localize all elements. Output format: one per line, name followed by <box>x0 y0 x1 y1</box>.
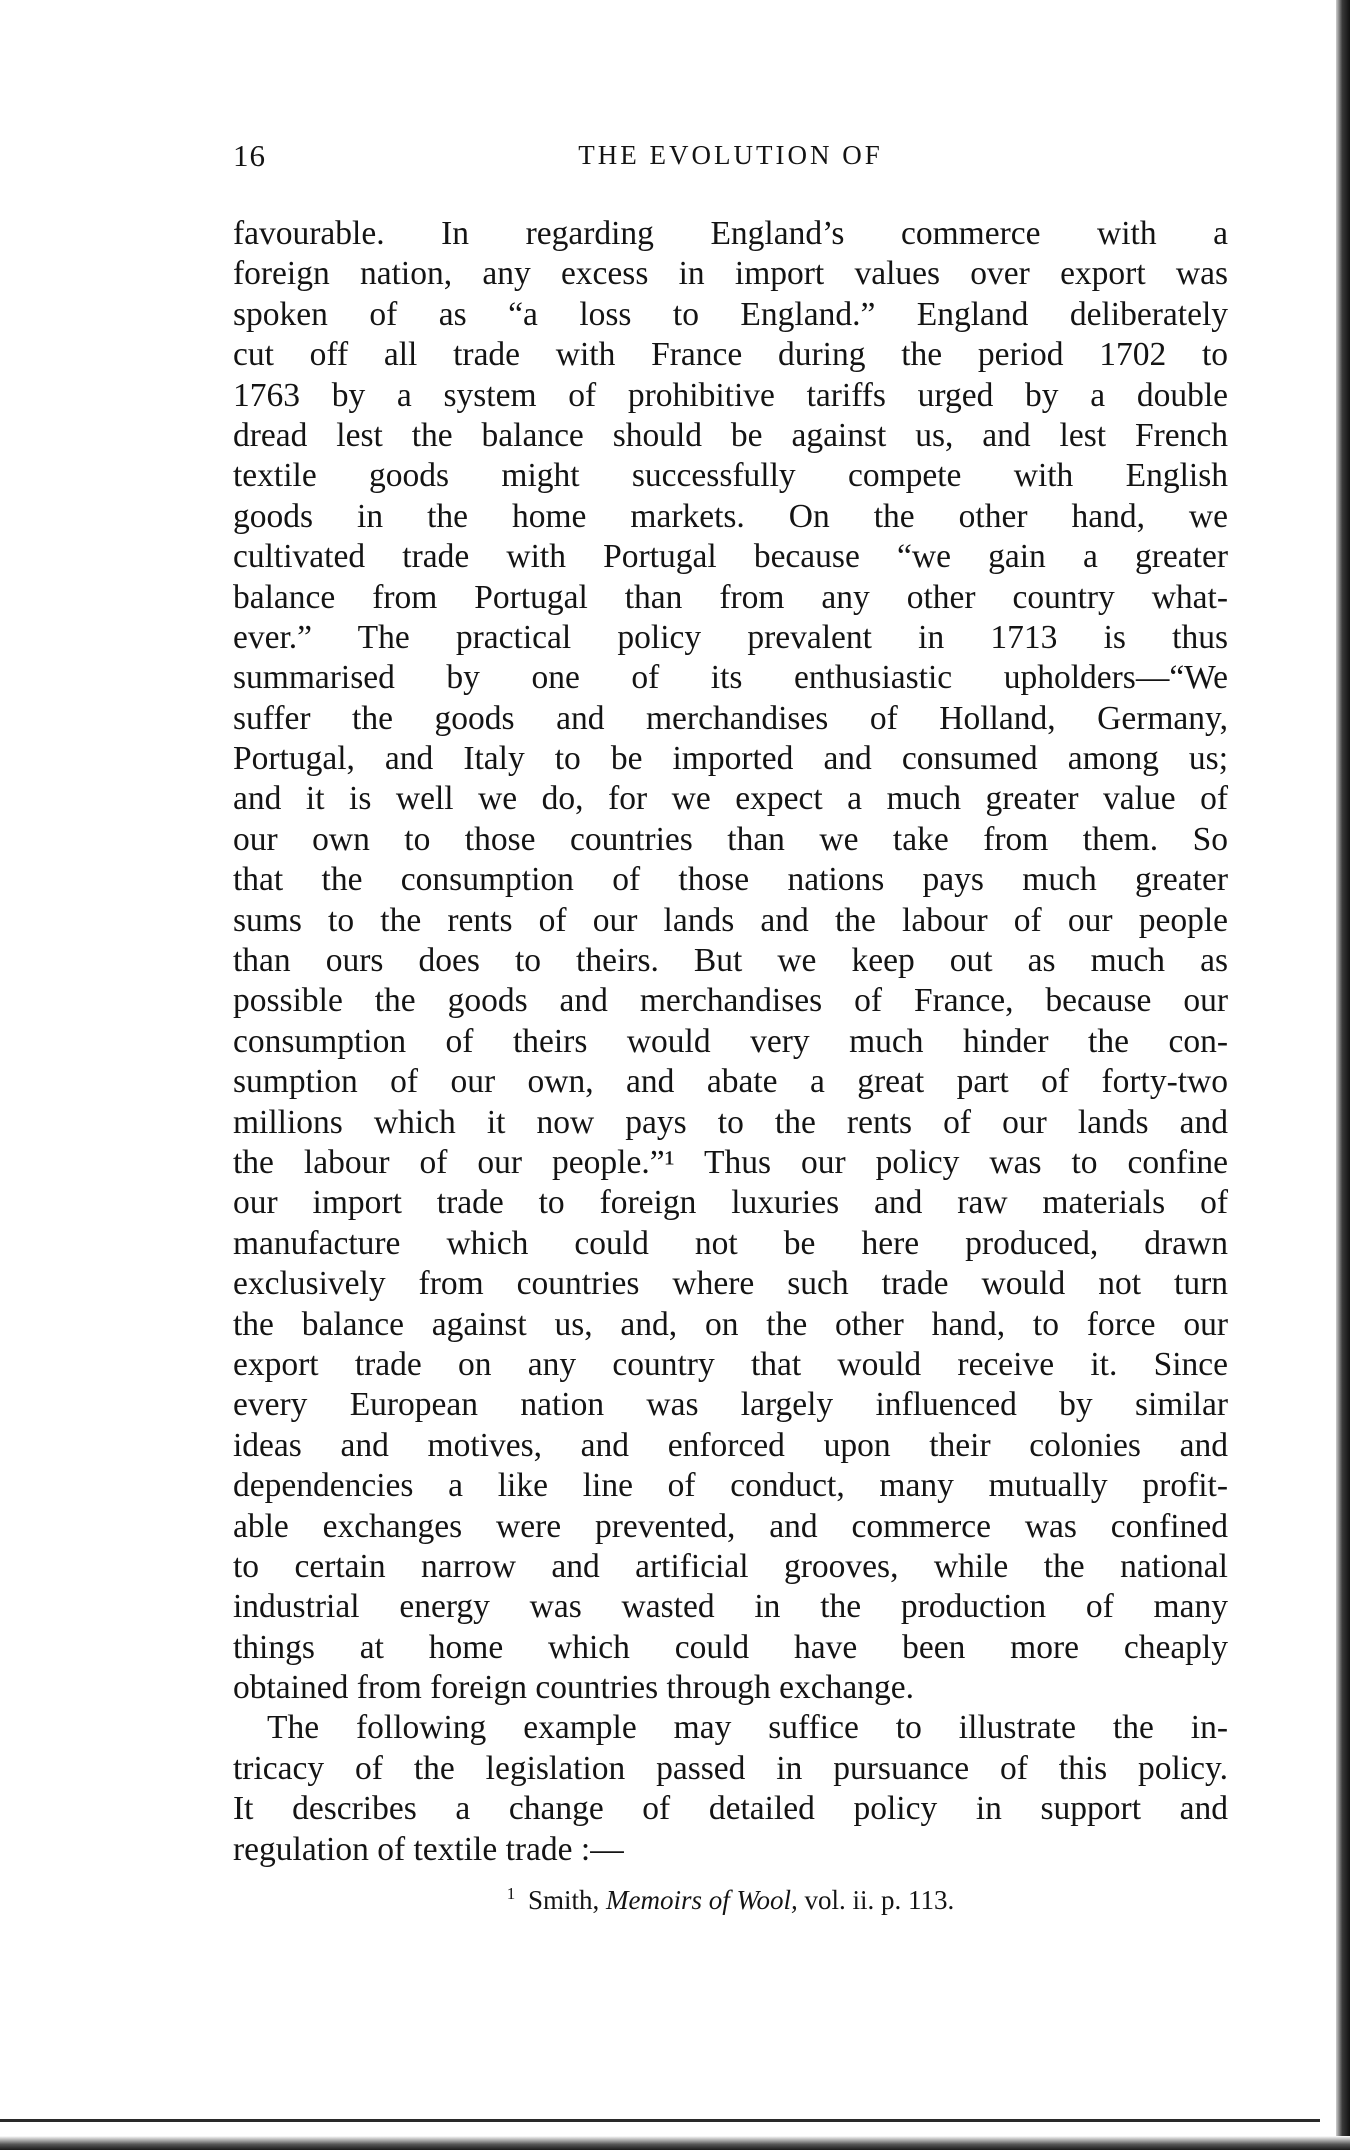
text-line: the balance against us, and, on the other hand, to force our <box>233 1305 1228 1343</box>
text-line: textile goods might successfully compete with English <box>233 457 1228 495</box>
text-line: every European nation was largely influenced by similar <box>233 1386 1228 1424</box>
text-line: Portugal, and Italy to be imported and consumed among us; <box>233 740 1228 778</box>
page-number: 16 <box>233 138 266 173</box>
text-line: exclusively from countries where such trade would not turn <box>233 1265 1228 1303</box>
text-line: that the consumption of those nations pays much greater <box>233 861 1228 899</box>
scan-right-edge <box>1336 0 1350 2150</box>
text-line: possible the goods and merchandises of France, because our <box>233 982 1228 1020</box>
text-line: export trade on any country that would receive it. Since <box>233 1345 1228 1383</box>
text-line: suffer the goods and merchandises of Holland, Germany, <box>233 699 1228 737</box>
text-line: sums to the rents of our lands and the labour of our people <box>233 901 1228 939</box>
text-line: ever.” The practical policy prevalent in 1713 is thus <box>233 618 1228 656</box>
scan-bottom-edge <box>0 2136 1350 2150</box>
footnote <box>233 1884 1228 1916</box>
paragraph-start-line: The following example may suffice to illustrate the in- <box>267 1709 1228 1747</box>
footnote-author: Smith, <box>527 1885 600 1915</box>
text-line: manufacture which could not be here produced, drawn <box>233 1224 1228 1262</box>
text-line: things at home which could have been more cheaply <box>233 1628 1228 1666</box>
text-line: 1763 by a system of prohibitive tariffs urged by a double <box>233 376 1228 414</box>
text-line: our own to those countries than we take from them. So <box>233 820 1228 858</box>
text-line: foreign nation, any excess in import values over export was <box>233 255 1228 293</box>
text-line: It describes a change of detailed policy in support and <box>233 1790 1228 1828</box>
text-line: the labour of our people.”¹ Thus our policy was to confine <box>233 1143 1228 1181</box>
text-line: and it is well we do, for we expect a much greater value of <box>233 780 1228 818</box>
text-line: industrial energy was wasted in the production of many <box>233 1588 1228 1626</box>
text-line: spoken of as “a loss to England.” England deliberately <box>233 295 1228 333</box>
text-line: cultivated trade with Portugal because “we gain a greater <box>233 538 1228 576</box>
text-line: tricacy of the legislation passed in pursuance of this policy. <box>233 1749 1228 1787</box>
text-line: sumption of our own, and abate a great part of forty-two <box>233 1063 1228 1101</box>
page-header <box>233 138 1228 178</box>
paragraph-end-line: obtained from foreign countries through exchange. <box>233 1669 914 1707</box>
text-line: our import trade to foreign luxuries and raw materials of <box>233 1184 1228 1222</box>
text-line: balance from Portugal than from any other country what- <box>233 578 1228 616</box>
text-line: cut off all trade with France during the period 1702 to <box>233 336 1228 374</box>
running-head: THE EVOLUTION OF <box>578 140 883 170</box>
paragraph-end-line: regulation of textile trade :— <box>233 1830 624 1868</box>
footnote-marker: 1 <box>506 1884 516 1903</box>
footnote-title: Memoirs of Wool, <box>606 1885 798 1915</box>
text-line: millions which it now pays to the rents of our lands and <box>233 1103 1228 1141</box>
text-line: consumption of theirs would very much hinder the con- <box>233 1022 1228 1060</box>
body-text <box>233 214 1228 1870</box>
text-line: able exchanges were prevented, and commerce was confined <box>233 1507 1228 1545</box>
footnote-reference: vol. ii. p. 113. <box>804 1885 955 1915</box>
text-line: to certain narrow and artificial grooves, while the national <box>233 1547 1228 1585</box>
text-line: favourable. In regarding England’s commerce with a <box>233 215 1228 252</box>
scan-bottom-rule <box>0 2119 1320 2122</box>
text-line: ideas and motives, and enforced upon their colonies and <box>233 1426 1228 1464</box>
text-line: summarised by one of its enthusiastic upholders—“We <box>233 659 1228 697</box>
text-line: dread lest the balance should be against us, and lest French <box>233 416 1228 454</box>
text-line: dependencies a like line of conduct, many mutually profit- <box>233 1467 1228 1505</box>
text-line: than ours does to theirs. But we keep out as much as <box>233 942 1228 980</box>
text-line: goods in the home markets. On the other hand, we <box>233 497 1228 535</box>
